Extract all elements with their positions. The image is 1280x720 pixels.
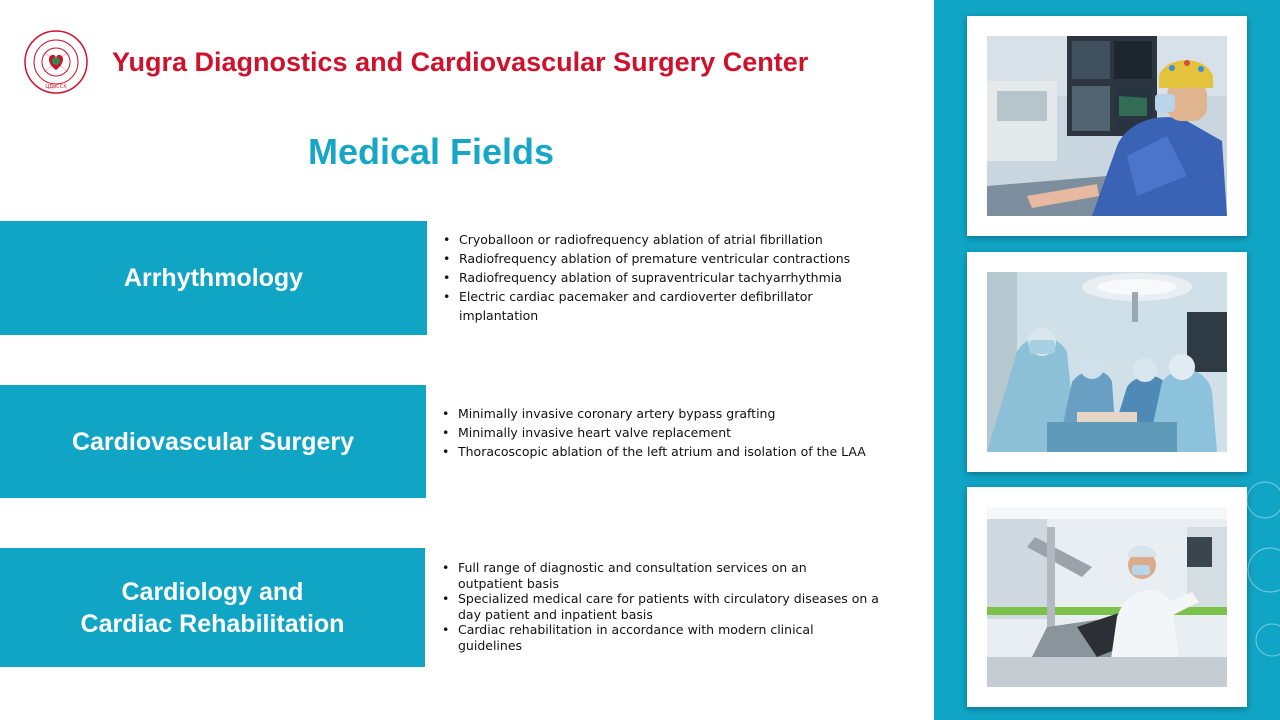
- photo-frame-3: [967, 487, 1247, 707]
- field-label-line-2: Cardiac Rehabilitation: [80, 609, 345, 638]
- list-item: • Specialized medical care for patients with circulatory diseases on a day patient and inpatient basis: [440, 591, 880, 622]
- svg-text:ЦДиССХ: ЦДиССХ: [45, 84, 67, 90]
- photo-frame-2: [967, 252, 1247, 472]
- photo-frame-1: [967, 16, 1247, 236]
- center-logo-icon: [24, 30, 88, 94]
- list-item: • Minimally invasive heart valve replacement: [440, 423, 890, 442]
- section-title: Medical Fields: [307, 131, 555, 172]
- arrhythmology-list: [441, 230, 891, 325]
- surgeon-monitors-photo: [987, 36, 1227, 216]
- list-item: • Radiofrequency ablation of premature ventricular contractions: [441, 249, 891, 268]
- field-label: Arrhythmology: [123, 264, 304, 292]
- field-label-line-1: Cardiology and: [121, 577, 304, 606]
- org-title: Yugra Diagnostics and Cardiovascular Surgery Center: [112, 47, 809, 77]
- list-item: • Minimally invasive coronary artery bypass grafting: [440, 404, 890, 423]
- list-item: • Cardiac rehabilitation in accordance with modern clinical guidelines: [440, 622, 843, 653]
- field-cardiovascular-surgery: [0, 385, 426, 498]
- list-item: • Cryoballoon or radiofrequency ablation of atrial fibrillation: [441, 230, 891, 249]
- list-item: • Full range of diagnostic and consultation services on an outpatient basis: [440, 560, 828, 591]
- list-item: • Electric cardiac pacemaker and cardioverter defibrillator implantation: [441, 287, 839, 325]
- cardiology-rehabilitation-list: [440, 560, 880, 653]
- field-label: Cardiovascular Surgery: [71, 427, 355, 456]
- field-arrhythmology: [0, 221, 427, 335]
- operating-team-photo: [987, 272, 1227, 452]
- list-item: • Radiofrequency ablation of supraventricular tachyarrhythmia: [441, 268, 891, 287]
- rehabilitation-equipment-photo: [987, 507, 1227, 687]
- list-item: • Thoracoscopic ablation of the left atrium and isolation of the LAA: [440, 442, 890, 461]
- field-cardiology-rehabilitation: [0, 548, 425, 667]
- cardiovascular-surgery-list: [440, 404, 890, 461]
